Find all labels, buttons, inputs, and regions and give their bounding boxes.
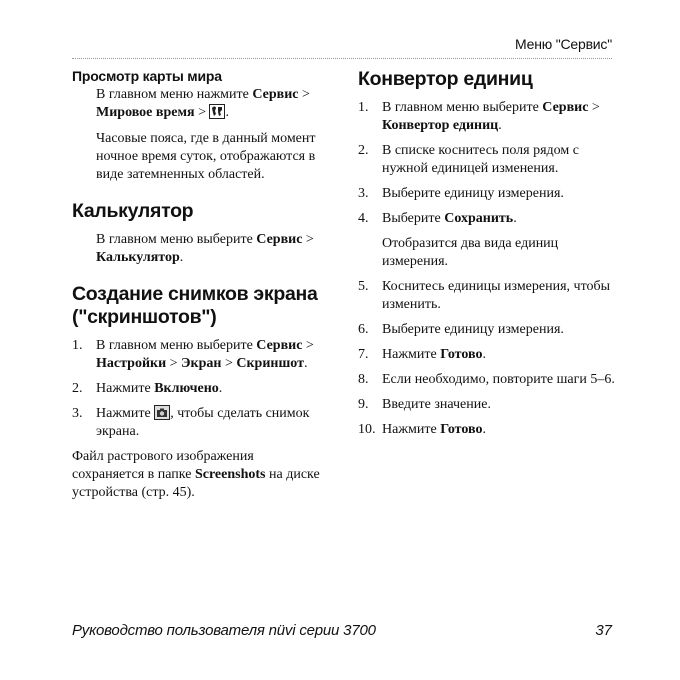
list-item: 6. Выберите единицу измерения. (358, 322, 564, 337)
page-footer (72, 622, 612, 642)
left-column (72, 68, 322, 502)
list-item: 3. Выберите единицу измерения. (358, 186, 564, 201)
page-header (72, 36, 612, 59)
converter-note: Отобразится два вида единиц измерения. (382, 236, 559, 269)
menu-world-time: Мировое время (96, 105, 195, 120)
world-map-description: Часовые пояса, где в данный момент ночное время суток, отображаются в виде затемненных областей. (96, 131, 316, 182)
camera-icon (154, 405, 170, 420)
list-item: 1. В главном меню выберите Сервис > Конвертор единиц. (358, 100, 600, 133)
screenshots-heading: Создание снимков экрана ("скриншотов") (72, 283, 318, 328)
list-item: 3. Нажмите , чтобы сделать снимок экрана. (72, 406, 310, 439)
calculator-heading: Калькулятор (72, 200, 194, 222)
list-item: 7. Нажмите Готово. (358, 347, 486, 362)
section-title: Меню "Сервис" (514, 36, 612, 52)
list-item: 5. Коснитесь единицы измерения, чтобы изменить. (358, 279, 611, 312)
converter-heading: Конвертор единиц (358, 68, 533, 90)
world-map-heading: Просмотр карты мира (72, 68, 222, 84)
list-item: 2. Нажмите Включено. (72, 381, 223, 396)
list-item: 9. Введите значение. (358, 397, 491, 412)
calculator-instruction: В главном меню выберите Сервис > Калькулятор. (96, 232, 314, 265)
screenshots-note: Файл растрового изображения сохраняется в папке Screenshots на диске устройства (стр. 45). (72, 449, 320, 500)
converter-steps-continued (358, 278, 618, 439)
folder-name: Screenshots (194, 467, 266, 482)
list-item: 2. В списке коснитесь поля рядом с нужной единицей изменения. (358, 143, 579, 176)
screenshots-steps (72, 337, 322, 441)
list-item: 1. В главном меню выберите Сервис > Настройки > Экран > Скриншот. (72, 338, 314, 371)
menu-service: Сервис (252, 87, 299, 102)
world-map-icon (209, 104, 225, 119)
list-item: 4. Выберите Сохранить. (358, 211, 517, 226)
page-number: 37 (595, 622, 612, 639)
world-map-instruction: В главном меню нажмите Сервис > Мировое время > . (96, 87, 310, 120)
right-column (358, 68, 618, 446)
list-item: 8. Если необходимо, повторите шаги 5–6. (358, 372, 615, 387)
list-item: 10. Нажмите Готово. (358, 422, 486, 437)
converter-steps (358, 99, 618, 228)
manual-title: Руководство пользователя nüvi серии 3700 (72, 622, 376, 639)
